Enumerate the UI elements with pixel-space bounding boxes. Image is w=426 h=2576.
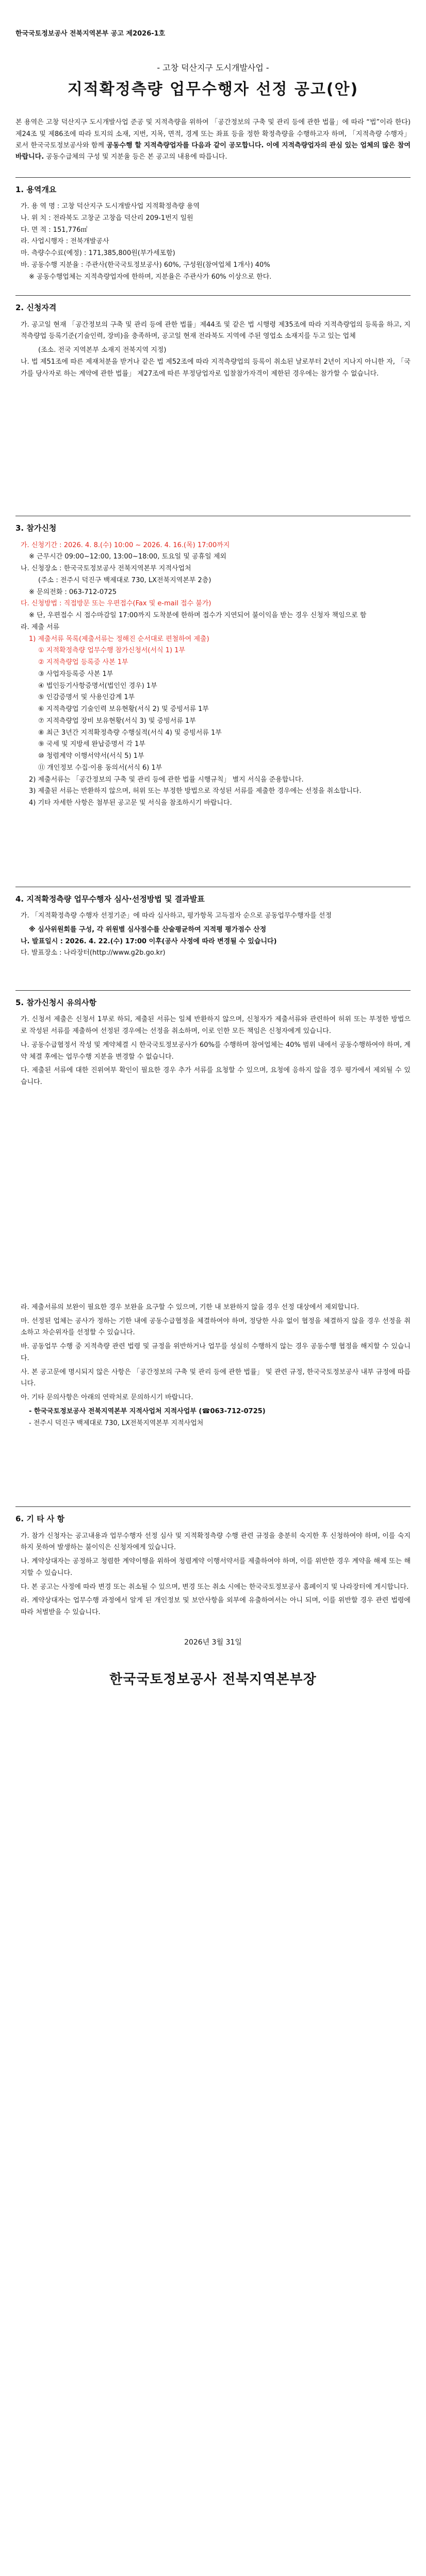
caution-item: 다. 제출된 서류에 대한 진위여부 확인이 필요한 경우 추가 서류를 요청할 수 있으며, 요청에 응하지 않을 경우 평가에서 제외될 수 있습니다.: [21, 1066, 411, 1087]
list-item: ⑤ 인감증명서 및 사용인감계 1부: [38, 693, 135, 702]
caution-item: 나. 공동수급협정서 작성 및 계약체결 시 한국국토정보공사가 60%를 수행하며 참여업체는 40% 범위 내에서 공동수행하여야 하며, 계약 체결 후에는 업무수행 지분을 변경할 수 없습니다.: [21, 1041, 411, 1061]
selection-note: ※ 심사위원회를 구성, 각 위원별 심사점수를 산술평균하여 지적평 평가점수 산정: [29, 925, 267, 934]
other-item: 나. 계약상대자는 공정하고 청렴한 계약이행을 위하여 청렴계약 이행서약서를 제출하여야 하며, 이를 위반한 경우 계약을 해제 또는 해지할 수 있습니다.: [21, 1557, 411, 1577]
section-1-body: [15, 201, 411, 283]
required-docs-note-4: 4) 기타 자세한 사항은 첨부된 공고문 및 서식을 참조하시기 바랍니다.: [29, 799, 232, 807]
required-docs-note-2: 2) 제출서류는 「공간정보의 구축 및 관리 등에 관한 법률 시행규칙」 별지 서식을 준용합니다.: [29, 775, 304, 784]
section-divider: [15, 177, 411, 178]
section-3-heading: 3. 참가신청: [15, 523, 57, 533]
caution-item: 마. 선정된 업체는 공사가 정하는 기한 내에 공동수급협정을 체결하여야 하며, 정당한 사유 없이 협정을 체결하지 않을 경우 선정을 취소하고 차순위자를 선정할 수 있습니다.: [21, 1317, 411, 1337]
overview-row: 가. 용 역 명 : 고창 덕산지구 도시개발사업 지적확정측량 용역: [21, 202, 200, 211]
intro-text-a: 본 용역은 고창 덕산지구 도시개발사업 준공 및 지적측량을 위하여: [15, 118, 209, 127]
section-divider: [15, 295, 411, 296]
caution-item: 가. 신청서 제출은 신청서 1부로 하되, 제출된 서류는 일체 반환하지 않으며, 신청자가 제출서류와 관련하여 허위 또는 부정한 방법으로 작성된 서류를 제출하여 선정된 경우에는 선정을 취소하며, 이로 인한 모든 책임은 신청자에게 있습니다.: [21, 1015, 411, 1036]
issuer-name: 한국국토정보공사 전북지역본부장: [109, 1671, 317, 1687]
notice-date: 2026년 3월 31일: [184, 1638, 242, 1647]
section-5-heading: 5. 참가신청시 유의사항: [15, 998, 96, 1008]
intro-text-b: 「공간정보의 구축 및 관리 등에 관한 법률」에 따라 “법”이라 한다) 제24조 및 제86조에 따라 토지의 소재, 지번, 지목, 면적, 경계 또는 좌표 등을 정한 확정측량을 수행하고자 하며, 「지적측량 수행자」로서 한국국토정보공사와 함께: [15, 118, 411, 149]
announce-place: 다. 발표장소 : 나라장터(http://www.g2b.go.kr): [21, 949, 166, 957]
overview-row: 바. 공동수행 지분율 : 주관사(한국국토정보공사) 60%, 구성원(참여업체 1개사) 40%: [21, 261, 270, 269]
list-item: ⑦ 지적측량업 장비 보유현황(서식 3) 및 증빙서류 1부: [38, 717, 196, 725]
list-item: ⑧ 최근 3년간 지적확정측량 수행실적(서식 4) 및 증빙서류 1부: [38, 728, 222, 737]
section-divider: [15, 1506, 411, 1507]
list-item: ⑥ 지적측량업 기술인력 보유현황(서식 2) 및 증빙서류 1부: [38, 705, 209, 714]
apply-method: 다. 신청방법 : 직접방문 또는 우편접수(Fax 및 e-mail 접수 불가): [21, 600, 211, 608]
overview-row: 마. 측량수수료(예정) : 171,385,800원(부가세포함): [21, 249, 175, 258]
eligibility-item-b: 나. 법 제51조에 따른 제재처분을 받거나 같은 법 제52조에 따라 지적측량업의 등록이 취소된 날로부터 2년이 지나지 아니한 자, 「국가를 당사자로 하는 계약에 관한 법률」 제27조에 따른 부정당업자로 입찰참가자격이 제한된 경우에는 참가할 수 없습니다.: [21, 358, 411, 378]
caution-item: 바. 공동업무 수행 중 지적측량 관련 법령 및 규정을 위반하거나 업무를 성실히 수행하지 않는 경우 공동수행 협정을 해지할 수 있습니다.: [21, 1343, 411, 1362]
list-item: ⑪ 개인정보 수집·이용 동의서(서식 6) 1부: [38, 764, 162, 772]
other-item: 가. 참가 신청자는 공고내용과 업무수행자 선정 심사 및 지적확정측량 수행 관련 규정을 충분히 숙지한 후 신청하여야 하며, 이를 숙지하지 못하여 발생하는 불이익은 신청자에게 있습니다.: [21, 1532, 411, 1552]
caution-item: 라. 제출서류의 보완이 필요한 경우 보완을 요구할 수 있으며, 기한 내 보완하지 않을 경우 선정 대상에서 제외합니다.: [21, 1303, 359, 1311]
caution-item: 아. 기타 문의사항은 아래의 연락처로 문의하시기 바랍니다.: [21, 1394, 193, 1402]
overview-row: 다. 면 적 : 151,776㎡: [21, 226, 88, 234]
section-1-heading: 1. 용역개요: [15, 184, 57, 194]
list-item: ③ 사업자등록증 사본 1부: [38, 670, 113, 678]
eligibility-item-a-note: (조소. 전국 지역본부 소재지 전북지역 지정): [38, 346, 167, 354]
contact-line: - 한국국토정보공사 전북지역본부 지적사업처 지적사업부 (☎063-712-0725): [29, 1407, 266, 1415]
required-docs-list-title: 1) 제출서류 목록(제출서류는 정해진 순서대로 편철하여 제출): [29, 635, 209, 643]
caution-item: 사. 본 공고문에 명시되지 않은 사항은 「공간정보의 구축 및 관리 등에 관한 법률」 및 관련 규정, 한국국토정보공사 내부 규정에 따릅니다.: [21, 1368, 411, 1388]
required-docs-note-3: 3) 제출된 서류는 반환하지 않으며, 허위 또는 부정한 방법으로 작성된 서류를 제출한 경우에는 선정을 취소합니다.: [29, 787, 362, 795]
section-4-heading: 4. 지적확정측량 업무수행자 심사·선정방법 및 결과발표: [15, 894, 205, 904]
doc-subtitle: - 고창 덕산지구 도시개발사업 -: [157, 63, 269, 73]
section-6-heading: 6. 기 타 사 항: [15, 1514, 64, 1524]
selection-method: 가. 「지적확정측량 수행자 선정기준」에 따라 심사하고, 평가항목 고득점자 순으로 공동업무수행자를 선정: [21, 912, 332, 920]
list-item: ④ 법인등기사항증명서(법인인 경우) 1부: [38, 682, 157, 690]
list-item: ① 지적확정측량 업무수행 참가신청서(서식 1) 1부: [38, 647, 186, 655]
apply-period: 가. 신청기간 : 2026. 4. 8.(수) 10:00 ~ 2026. 4. 16.(목) 17:00까지: [21, 541, 230, 549]
doc-title: 지적확정측량 업무수행자 선정 공고(안): [67, 80, 359, 98]
overview-row: 라. 사업시행자 : 전북개발공사: [21, 238, 109, 246]
required-docs-list: [15, 645, 411, 774]
section-2-heading: 2. 신청자격: [15, 303, 57, 313]
intro-text-c: 공동수급체의 구성 및 지분율 등은 본 공고의 내용에 따릅니다.: [46, 152, 227, 161]
other-item: 다. 본 공고는 사정에 따라 변경 또는 취소될 수 있으며, 변경 또는 취소 시에는 한국국토정보공사 홈페이지 및 나라장터에 게시합니다.: [21, 1583, 409, 1591]
intro-text-bold: 공동수행 할 지적측량업자를 다음과 같이 공모합니다. 이에 지적측량업자의 관심 있는 업체의 많은 참여 바랍니다.: [15, 141, 411, 161]
overview-row: 나. 위 치 : 전라북도 고창군 고창읍 덕산리 209-1번지 일원: [21, 214, 193, 222]
apply-period-note: ※ 근무시간 09:00~12:00, 13:00~18:00, 토요일 및 공휴일 제외: [29, 553, 226, 561]
contact-line: - 전주시 덕진구 백제대로 730, LX전북지역본부 지적사업처: [29, 1419, 204, 1427]
section-divider: [15, 990, 411, 991]
list-item: ⑩ 청렴계약 이행서약서(서식 5) 1부: [38, 752, 144, 760]
announce-date: 나. 발표일시 : 2026. 4. 22.(수) 17:00 이후(공사 사정에 따라 변경될 수 있습니다): [21, 937, 277, 945]
intro-paragraph: [15, 117, 411, 162]
other-item: 라. 계약상대자는 업무수행 과정에서 알게 된 개인정보 및 보안사항을 외부에 유출하여서는 아니 되며, 이를 위반할 경우 관련 법령에 따라 처벌받을 수 있습니다.: [21, 1597, 411, 1617]
notice-number: 한국국토정보공사 전북지역본부 공고 제2026-1호: [15, 30, 166, 38]
apply-place: 나. 신청장소 : 한국국토정보공사 전북지역본부 지적사업처: [21, 565, 191, 573]
list-item: ② 지적측량업 등록증 사본 1부: [38, 658, 128, 667]
overview-note: ※ 공동수행업체는 지적측량업자에 한하며, 지분율은 주관사가 60% 이상으로 한다.: [29, 273, 272, 281]
apply-method-note: ※ 단, 우편접수 시 접수마감일 17:00까지 도착분에 한하며 접수가 지연되어 불이익을 받는 경우 신청자 책임으로 함: [29, 612, 367, 620]
apply-address: (주소 : 전주시 덕진구 백제대로 730, LX전북지역본부 2층): [38, 576, 211, 584]
list-item: ⑨ 국세 및 지방세 완납증명서 각 1부: [38, 740, 145, 749]
required-docs-heading: 라. 제출 서류: [21, 623, 60, 631]
eligibility-item-a: 가. 공고일 현재 「공간정보의 구축 및 관리 등에 관한 법률」제44조 및 같은 법 시행령 제35조에 따라 지적측량업의 등록을 하고, 지적측량업 등록기준(기술인력, 장비)을 충족하며, 공고일 현재 전라북도 지역에 주된 영업소 소재지를 두고 있는 업체: [21, 320, 411, 341]
apply-phone: ※ 문의전화 : 063-712-0725: [29, 588, 117, 596]
